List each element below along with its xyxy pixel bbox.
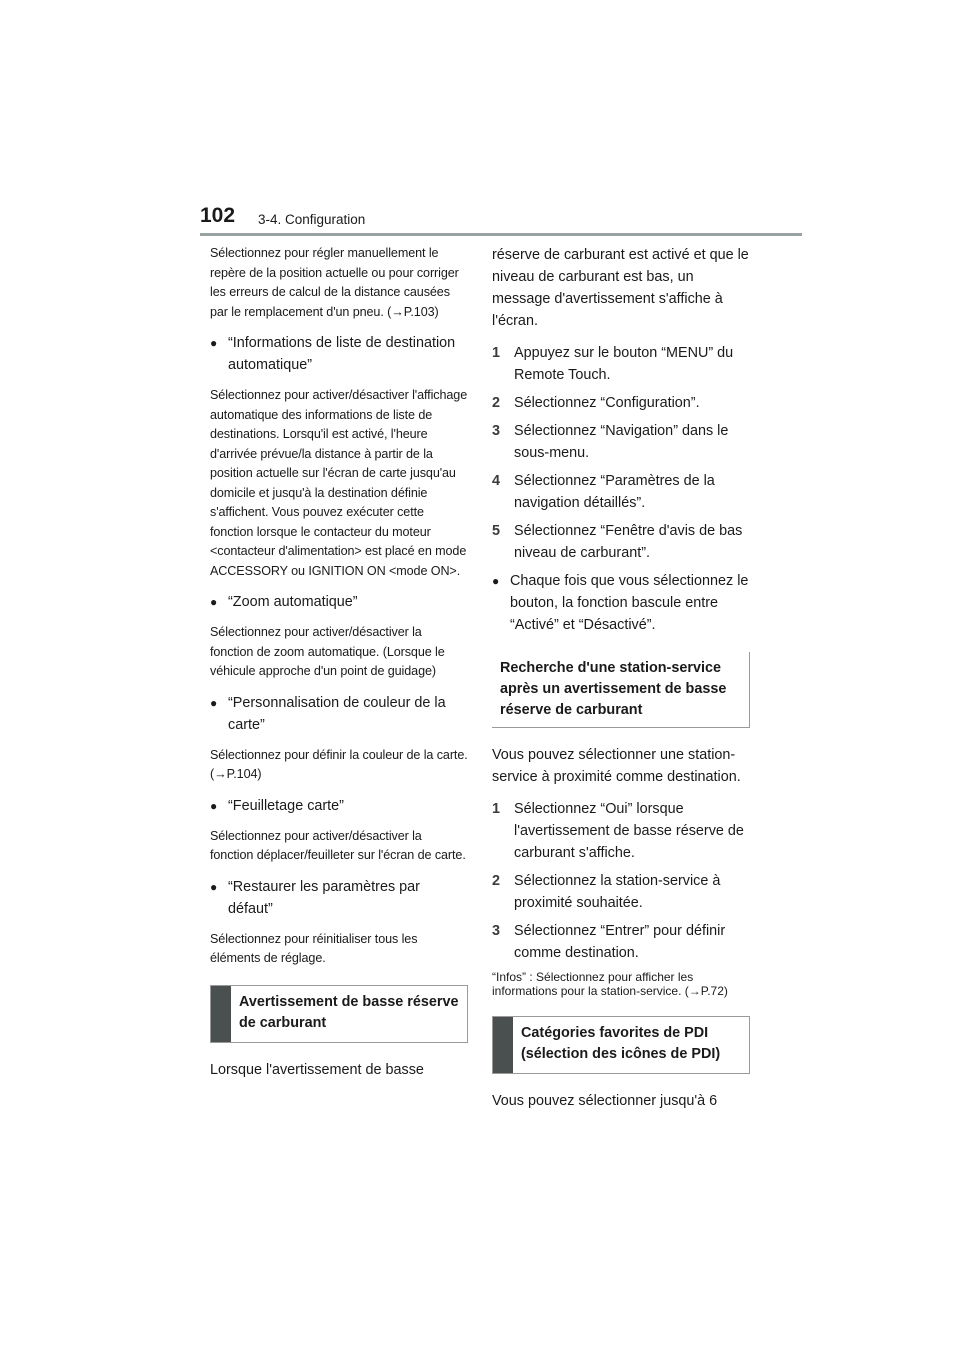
bullet-item	[492, 570, 750, 636]
step-text: Appuyez sur le bouton “MENU” du Remote Touch.	[514, 345, 734, 383]
bullet-item	[210, 591, 468, 613]
step-item	[492, 520, 750, 564]
page-number: 102	[200, 204, 236, 227]
bullet-icon: ●	[210, 695, 218, 710]
paragraph: Sélectionnez pour régler manuellement le repère de la position actuelle ou pour corriger les erreurs de calcul de la distance causées par le remplacement d'un pneu. (→P.103)	[210, 246, 459, 319]
step-number: 2	[492, 395, 501, 411]
step-number: 1	[492, 801, 501, 817]
paragraph: réserve de carburant est activé et que le niveau de carburant est bas, un message d'avertissement s'affiche à l'écran.	[492, 247, 749, 329]
bullet-icon: ●	[492, 574, 500, 588]
section-heading-box	[492, 1016, 750, 1074]
section-heading: Recherche d'une station-service après un avertissement de basse réserve de carburant	[500, 660, 727, 718]
step-text: Sélectionnez la station-service à proximité souhaitée.	[514, 873, 721, 911]
right-column	[492, 244, 750, 1122]
bullet-item	[210, 332, 468, 376]
step-number: 2	[492, 873, 501, 889]
bullet-item	[210, 876, 468, 920]
page-header	[200, 204, 802, 238]
bullet-icon: ●	[210, 595, 218, 609]
bullet-text: “Restaurer les paramètres par défaut”	[228, 878, 420, 917]
bullet-text: Chaque fois que vous sélectionnez le bouton, la fonction bascule entre “Activé” et “Désactivé”.	[510, 573, 749, 633]
paragraph: Sélectionnez pour définir la couleur de la carte. (→P.104)	[210, 747, 468, 781]
step-text: Sélectionnez “Entrer” pour définir comme destination.	[514, 923, 726, 961]
paragraph: Sélectionnez pour réinitialiser tous les éléments de réglage.	[210, 931, 418, 965]
step-number: 3	[492, 423, 501, 439]
step-item	[492, 920, 750, 964]
step-item	[492, 392, 750, 414]
header-rule	[200, 233, 802, 236]
bullet-icon: ●	[210, 879, 218, 894]
step-list	[492, 798, 750, 964]
note: “Infos” : Sélectionnez pour afficher les informations pour la station-service. (→P.72)	[492, 970, 728, 998]
heading-bar	[493, 1017, 513, 1073]
bullet-item	[210, 692, 468, 736]
step-number: 4	[492, 473, 501, 489]
step-item	[492, 798, 750, 864]
heading-bar	[211, 986, 231, 1042]
step-item	[492, 342, 750, 386]
step-text: Sélectionnez “Configuration”.	[514, 395, 700, 411]
step-item	[492, 420, 750, 464]
section-heading-box	[492, 652, 750, 728]
step-text: Sélectionnez “Paramètres de la navigation détaillés”.	[514, 473, 715, 511]
paragraph: Vous pouvez sélectionner jusqu'à 6	[492, 1093, 718, 1109]
bullet-icon: ●	[210, 798, 218, 813]
section-heading: Avertissement de basse réserve de carburant	[239, 993, 459, 1031]
step-item	[492, 470, 750, 514]
step-number: 1	[492, 345, 501, 361]
paragraph: Sélectionnez pour activer/désactiver la fonction de zoom automatique. (Lorsque le véhicule approche d'un point de guidage)	[210, 625, 445, 678]
paragraph: Sélectionnez pour activer/désactiver l'affichage automatique des informations de liste de destinations. Lorsqu'il est activé, l'heure d'arrivée prévue/la distance à partir de la position actuelle sur l'écran de carte jusqu'au domicile et jusqu'à la destination définie s'affichent. Vous pouvez exécuter cette fonction lorsque le contacteur du moteur <contacteur d'alimentation> est placé en mode ACCESSORY ou IGNITION ON <mode ON>.	[210, 388, 468, 578]
bullet-text: “Informations de liste de destination automatique”	[228, 335, 456, 373]
step-number: 5	[492, 523, 501, 539]
step-number: 3	[492, 923, 501, 939]
bullet-text: “Zoom automatique”	[228, 594, 358, 610]
bullet-text: “Feuilletage carte”	[228, 797, 344, 814]
step-list	[492, 342, 750, 564]
step-text: Sélectionnez “Oui” lorsque l'avertissement de basse réserve de carburant s'affiche.	[514, 801, 744, 861]
section-heading: Catégories favorites de PDI (sélection des icônes de PDI)	[521, 1025, 721, 1062]
bullet-text: “Personnalisation de couleur de la carte”	[228, 694, 446, 733]
paragraph: Sélectionnez pour activer/désactiver la fonction déplacer/feuilleter sur l'écran de carte.	[210, 828, 466, 862]
step-item	[492, 870, 750, 914]
left-column	[210, 244, 468, 1091]
step-text: Sélectionnez “Fenêtre d'avis de bas niveau de carburant”.	[514, 523, 743, 561]
bullet-item	[210, 795, 468, 817]
section-title: 3-4. Configuration	[258, 212, 366, 227]
paragraph: Lorsque l'avertissement de basse	[210, 1061, 424, 1078]
paragraph: Vous pouvez sélectionner une station-service à proximité comme destination.	[492, 747, 741, 785]
section-heading-box	[210, 985, 468, 1043]
step-text: Sélectionnez “Navigation” dans le sous-menu.	[514, 423, 729, 461]
bullet-icon: ●	[210, 336, 218, 350]
